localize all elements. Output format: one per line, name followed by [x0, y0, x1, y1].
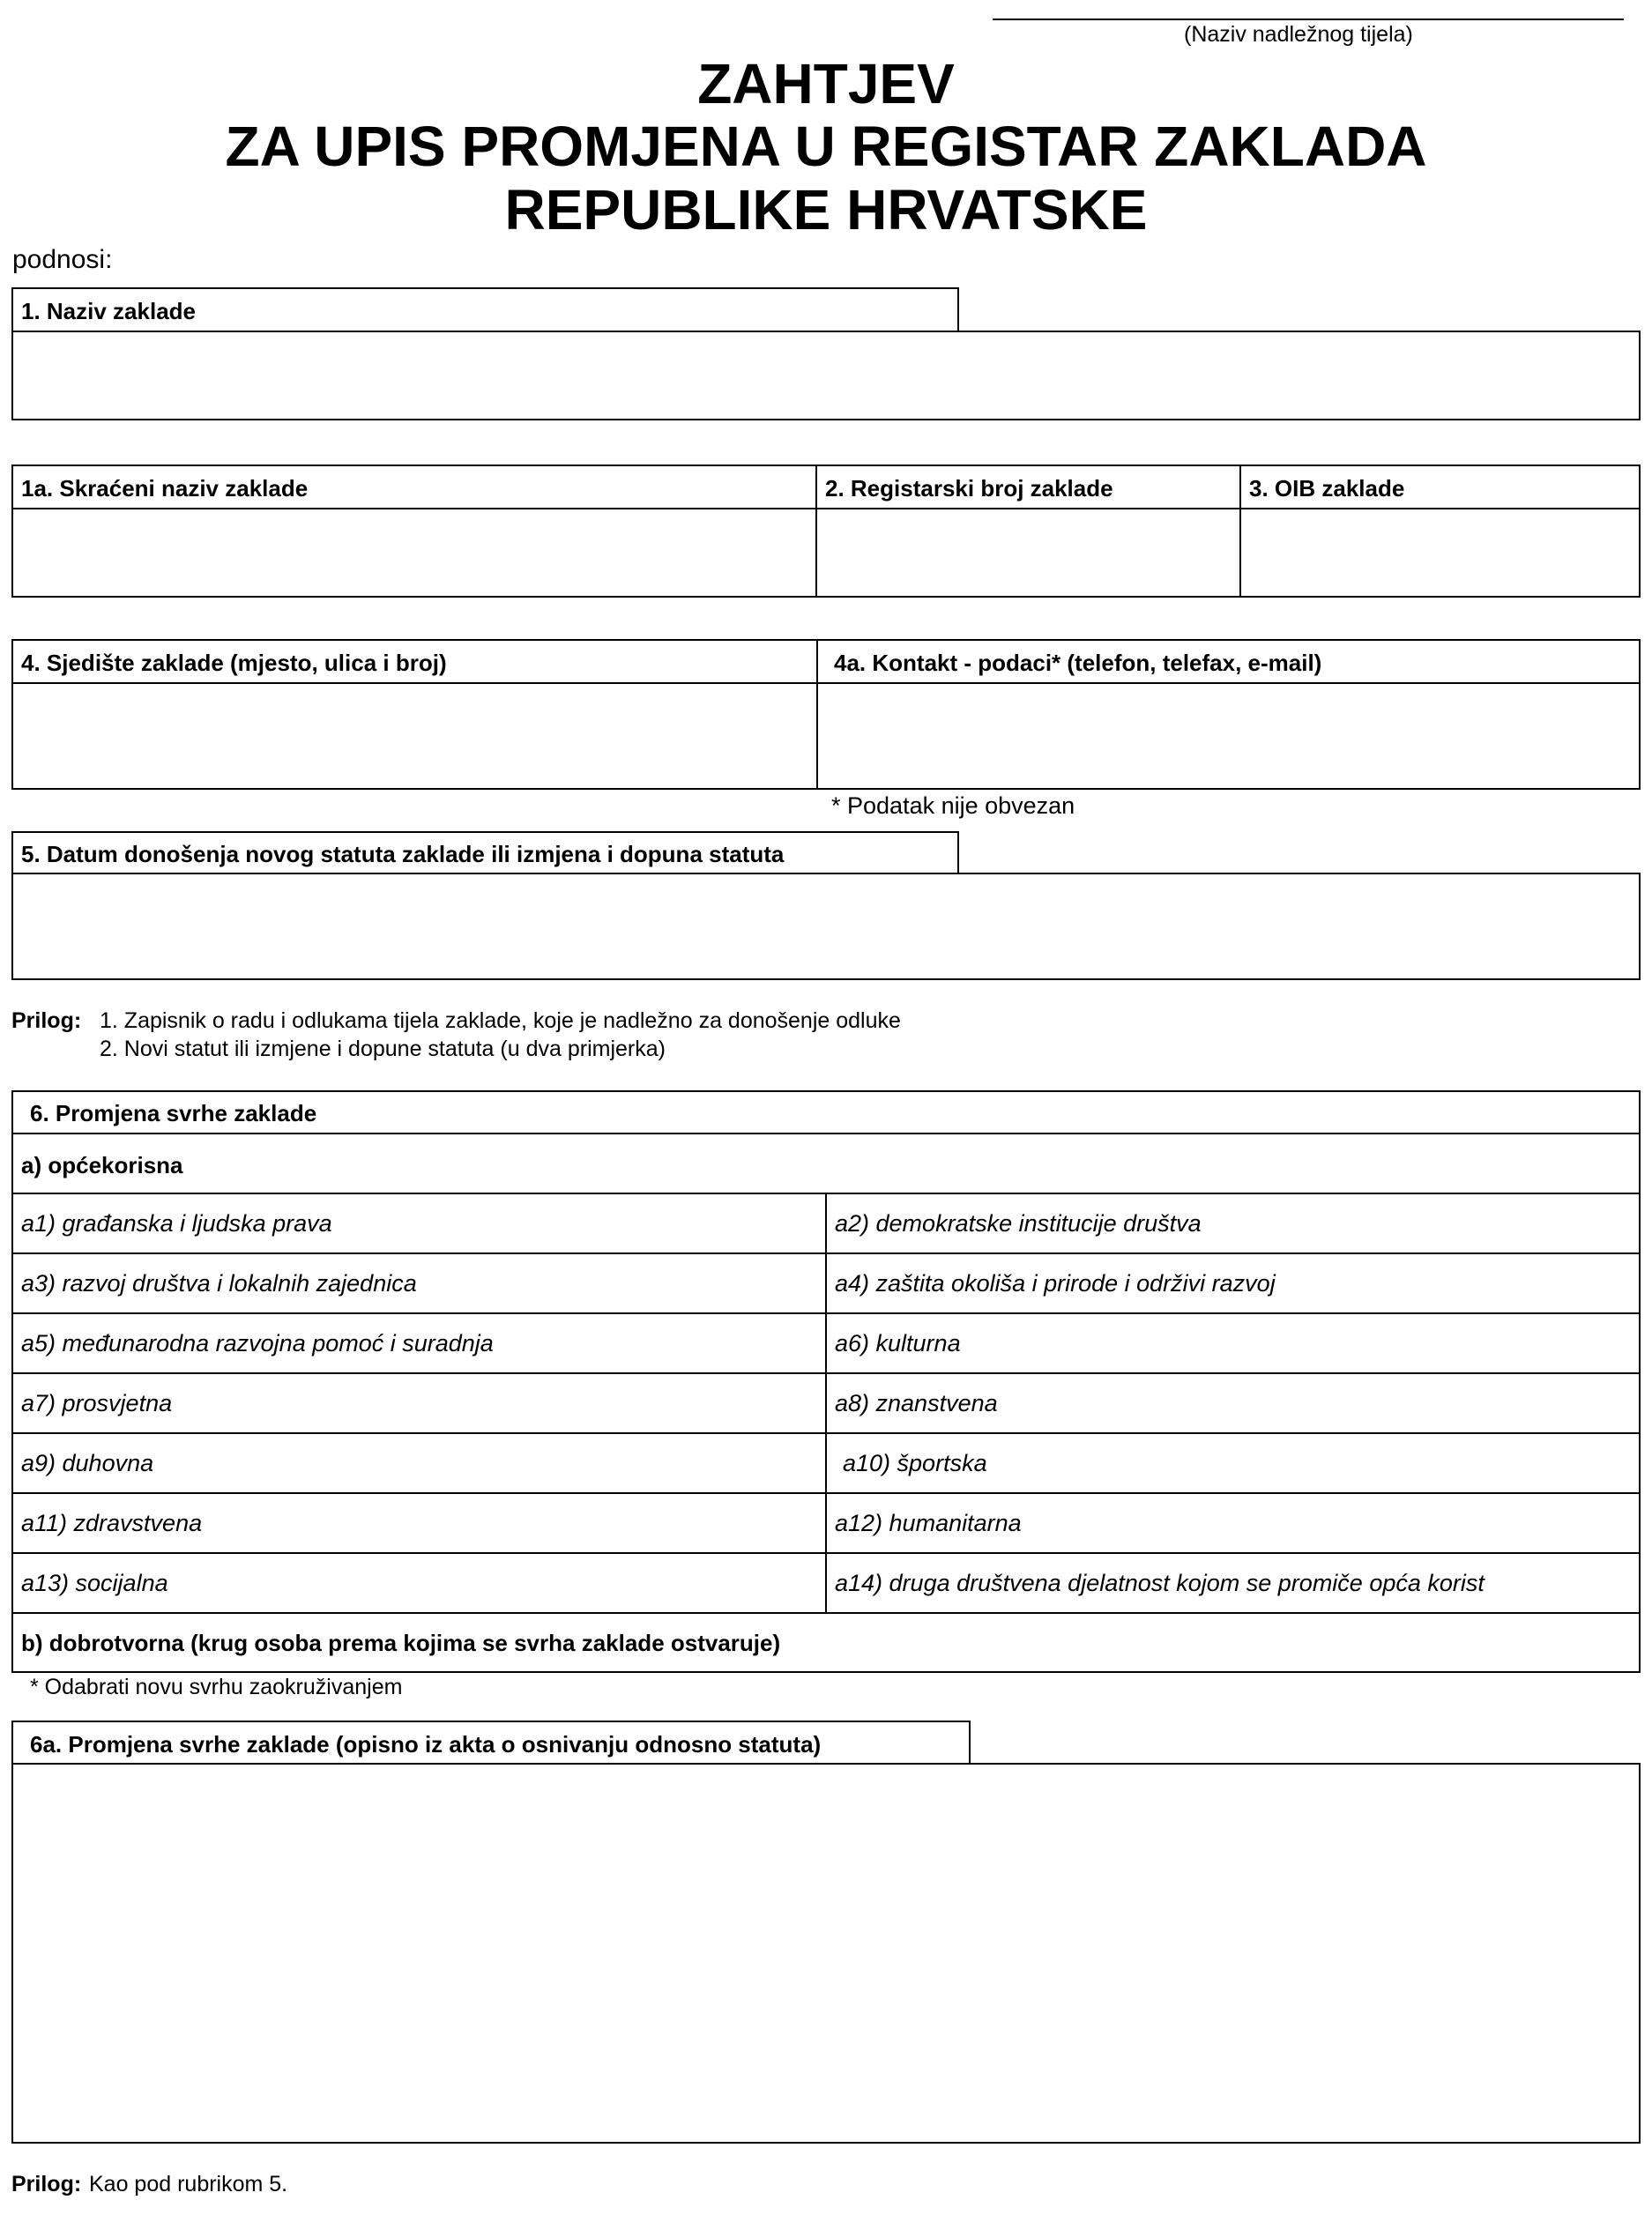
- short-name-field[interactable]: [13, 509, 815, 596]
- purpose-a-label: a) općekorisna: [21, 1152, 183, 1178]
- purpose-option[interactable]: a7) prosvjetna: [21, 1390, 173, 1416]
- authority-signature-line: [993, 19, 1624, 20]
- divider: [825, 1193, 827, 1612]
- purpose-option[interactable]: a2) demokratske institucije društva: [835, 1210, 1202, 1237]
- section-2-label: 2. Registarski broj zaklade: [825, 475, 1113, 502]
- purpose-option[interactable]: a9) duhovna: [21, 1450, 154, 1476]
- section-6a-label: 6a. Promjena svrhe zaklade (opisno iz akta o osnivanju odnosno statuta): [30, 1731, 822, 1758]
- purpose-b-label[interactable]: b) dobrotvorna (krug osoba prema kojima se svrha zaklade ostvaruje): [21, 1630, 781, 1656]
- section-1-label: 1. Naziv zaklade: [21, 298, 196, 324]
- section-5-label: 5. Datum donošenja novog statuta zaklade ili izmjena i dopuna statuta: [21, 841, 785, 867]
- page-title-line3: REPUBLIKE HRVATSKE: [504, 178, 1148, 242]
- purpose-option[interactable]: a14) druga društvena djelatnost kojom se promiče opća korist: [835, 1570, 1485, 1596]
- purpose-option[interactable]: a3) razvoj društva i lokalnih zajednica: [21, 1270, 417, 1297]
- contact-field[interactable]: [818, 684, 1640, 788]
- section-6-label: 6. Promjena svrhe zaklade: [30, 1100, 317, 1126]
- section-1a-label: 1a. Skraćeni naziv zaklade: [21, 475, 309, 502]
- oib-field[interactable]: [1241, 509, 1640, 596]
- purpose-option[interactable]: a10) športska: [843, 1450, 987, 1476]
- purpose-note: * Odabrati novu svrhu zaokruživanjem: [30, 1675, 403, 1699]
- attachments-6a-text: Kao pod rubrikom 5.: [89, 2172, 288, 2196]
- divider: [11, 1612, 1641, 1614]
- attachments-6a-label: Prilog:: [11, 2172, 82, 2196]
- purpose-description-field[interactable]: [11, 1763, 1641, 2144]
- purpose-option[interactable]: a4) zaštita okoliša i prirode i održivi razvoj: [835, 1270, 1276, 1297]
- attachment-item-2: 2. Novi statut ili izmjene i dopune statuta (u dva primjerka): [100, 1037, 666, 1061]
- statute-date-field[interactable]: [11, 873, 1641, 980]
- divider: [11, 1133, 1641, 1134]
- submitter-label: podnosi:: [12, 245, 113, 274]
- section-4-label: 4. Sjedište zaklade (mjesto, ulica i broj): [21, 650, 447, 676]
- section-4a-label: 4a. Kontakt - podaci* (telefon, telefax, e-mail): [834, 650, 1322, 676]
- registration-number-field[interactable]: [817, 509, 1239, 596]
- purpose-option[interactable]: a13) socijalna: [21, 1570, 168, 1596]
- purpose-option[interactable]: a12) humanitarna: [835, 1510, 1022, 1536]
- purpose-option[interactable]: a1) građanska i ljudska prava: [21, 1210, 332, 1237]
- optional-note: * Podatak nije obvezan: [831, 792, 1075, 819]
- purpose-option[interactable]: a11) zdravstvena: [21, 1510, 203, 1536]
- section-1-name-field[interactable]: [11, 331, 1641, 420]
- seat-address-field[interactable]: [13, 684, 815, 788]
- page-title-line1: ZAHTJEV: [697, 52, 955, 115]
- attachment-item-1: 1. Zapisnik o radu i odlukama tijela zaklade, koje je nadležno za donošenje odluke: [100, 1008, 901, 1033]
- purpose-option[interactable]: a6) kulturna: [835, 1330, 961, 1357]
- attachments-label: Prilog:: [11, 1008, 82, 1033]
- purpose-option[interactable]: a5) međunarodna razvojna pomoć i suradnja: [21, 1330, 494, 1357]
- authority-caption: (Naziv nadležnog tijela): [1184, 22, 1413, 47]
- page-title-line2: ZA UPIS PROMJENA U REGISTAR ZAKLADA: [225, 115, 1427, 178]
- purpose-option[interactable]: a8) znanstvena: [835, 1390, 998, 1416]
- section-3-label: 3. OIB zaklade: [1249, 475, 1405, 502]
